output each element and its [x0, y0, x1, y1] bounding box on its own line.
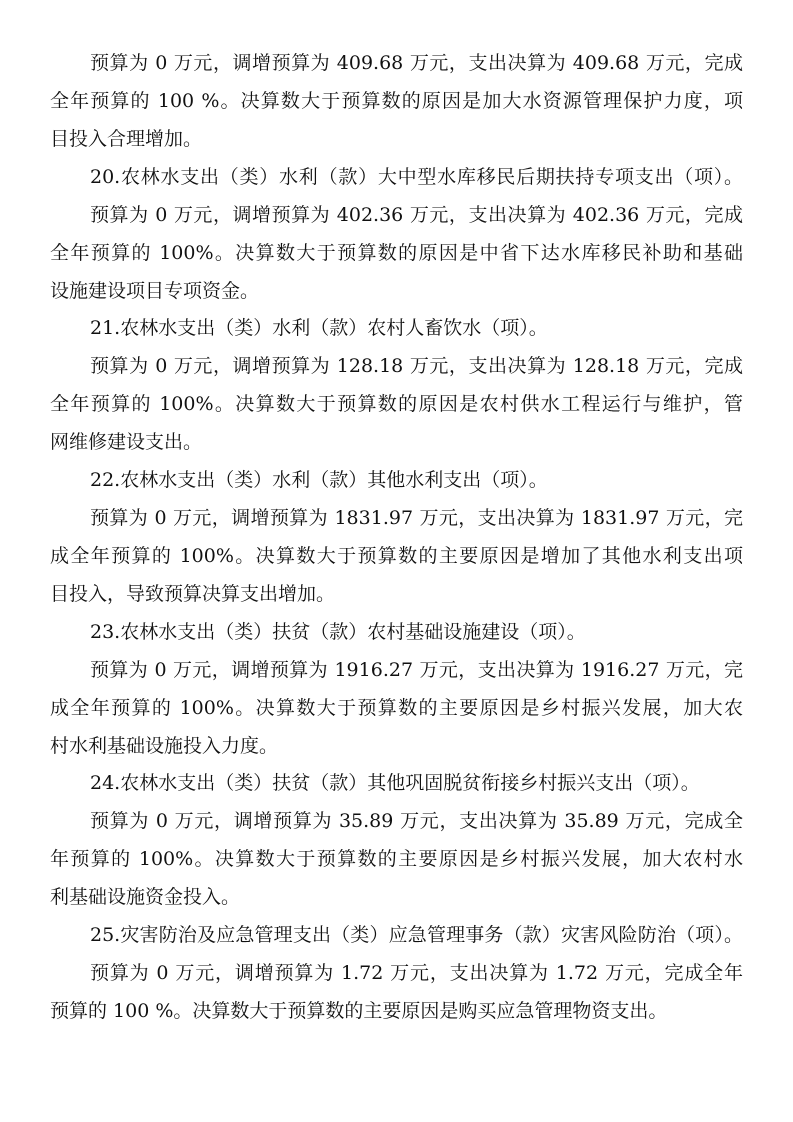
- paragraph-line: 预算为 0 万元，调增预算为 35.89 万元，支出决算为 35.89 万元，完成全: [90, 810, 743, 832]
- paragraph-line: 预算为 0 万元，调增预算为 128.18 万元，支出决算为 128.18 万元，完成: [90, 355, 743, 377]
- paragraph-line: 目投入，导致预算决算支出增加。: [50, 583, 336, 605]
- paragraph-line: 预算为 0 万元，调增预算为 1.72 万元，支出决算为 1.72 万元，完成全年: [90, 962, 743, 984]
- section-heading: 20.农林水支出（类）水利（款）大中型水库移民后期扶持专项支出（项）。: [90, 166, 743, 188]
- paragraph-line: 预算为 0 万元，调增预算为 1916.27 万元，支出决算为 1916.27 万元，完: [90, 659, 743, 681]
- paragraph-line: 村水利基础设施投入力度。: [50, 735, 279, 757]
- paragraph-line: 全年预算的 100%。决算数大于预算数的原因是农村供水工程运行与维护，管: [50, 393, 743, 415]
- paragraph-line: 预算为 0 万元，调增预算为 402.36 万元，支出决算为 402.36 万元，完成: [90, 204, 743, 226]
- paragraph-line: 全年预算的 100 %。决算数大于预算数的原因是加大水资源管理保护力度，项: [50, 90, 743, 112]
- paragraph-line: 网维修建设支出。: [50, 431, 203, 453]
- paragraph-line: 预算的 100 %。决算数大于预算数的主要原因是购买应急管理物资支出。: [50, 1000, 668, 1022]
- paragraph-line: 全年预算的 100%。决算数大于预算数的原因是中省下达水库移民补助和基础: [50, 242, 743, 264]
- paragraph-line: 设施建设项目专项资金。: [50, 280, 260, 302]
- paragraph-line: 年预算的 100%。决算数大于预算数的主要原因是乡村振兴发展，加大农村水: [50, 848, 743, 870]
- paragraph-line: 成全年预算的 100%。决算数大于预算数的主要原因是增加了其他水利支出项: [50, 545, 743, 567]
- paragraph-line: 预算为 0 万元，调增预算为 409.68 万元，支出决算为 409.68 万元，完成: [90, 52, 743, 74]
- paragraph-line: 目投入合理增加。: [50, 128, 203, 150]
- section-heading: 22.农林水支出（类）水利（款）其他水利支出（项）。: [90, 469, 548, 491]
- section-heading: 25.灾害防治及应急管理支出（类）应急管理事务（款）灾害风险防治（项）。: [90, 924, 743, 946]
- section-heading: 24.农林水支出（类）扶贫（款）其他巩固脱贫衔接乡村振兴支出（项）。: [90, 772, 700, 794]
- section-heading: 23.农林水支出（类）扶贫（款）农村基础设施建设（项）。: [90, 621, 586, 643]
- paragraph-line: 成全年预算的 100%。决算数大于预算数的主要原因是乡村振兴发展，加大农: [50, 697, 743, 719]
- paragraph-line: 预算为 0 万元，调增预算为 1831.97 万元，支出决算为 1831.97 万元，完: [90, 507, 743, 529]
- paragraph-line: 利基础设施资金投入。: [50, 886, 241, 908]
- section-heading: 21.农林水支出（类）水利（款）农村人畜饮水（项）。: [90, 317, 548, 339]
